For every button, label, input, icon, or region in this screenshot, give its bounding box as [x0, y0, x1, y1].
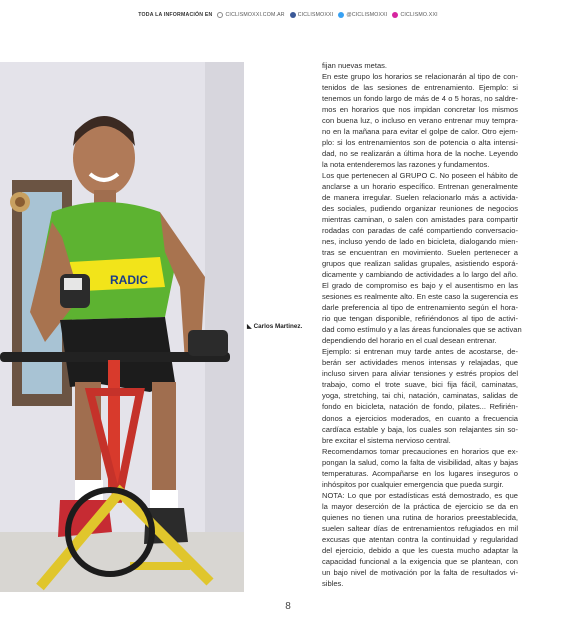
body-line: cardíaca estable y baja, los cuales son relajantes sin so- — [322, 424, 518, 434]
body-line: anclarse a un horario específico. Entrenan generalmente — [322, 182, 518, 192]
globe-icon — [217, 12, 223, 18]
body-line: trabajo, como el trote suave, bici fija fácil, caminatas, — [322, 380, 518, 390]
header-website-text: CICLISMOXXI.COM.AR — [225, 12, 285, 18]
header-instagram-text: CICLISMO.XXI — [400, 12, 438, 18]
body-line: del ejercicio, debido a que les cuesta mucho adaptar la — [322, 545, 518, 555]
body-line: incluso sirven para aliviar tensiones y estrés propios del — [322, 369, 518, 379]
header-twitter-text: @CICLISMOXXI — [346, 12, 388, 18]
body-line: la nota entenderemos las razones y fundamentos. — [322, 160, 490, 170]
body-line: des sociales, pudiendo organizar reuniones de negocios — [322, 204, 518, 214]
caption-arrow-icon: ◣ — [247, 323, 252, 330]
instagram-icon — [392, 12, 398, 18]
body-line: la mayor deserción de la práctica de ejercicio se da en — [322, 501, 518, 511]
page-number: 8 — [285, 601, 291, 612]
body-line: berán ser actividades menos intensas y relajadas, que — [322, 358, 518, 368]
body-line: bre excitar el sistema nervioso central. — [322, 435, 451, 445]
body-line: fondo en bicicleta, natación de fondo, pilates... Refirién- — [322, 402, 518, 412]
header-website[interactable] — [217, 12, 284, 18]
header-lead: TODA LA INFORMACIÓN EN — [138, 12, 213, 18]
jersey-text: RADIC — [110, 273, 148, 287]
body-line: dependiendo del horario en el cual desean entrenar. — [322, 336, 497, 346]
cyclist-photo — [0, 62, 244, 592]
body-line: mos en horarios que nos impidan concretar los mismos — [322, 105, 518, 115]
body-line: En este grupo los horarios se relacionarán al tipo de con- — [322, 72, 518, 82]
body-line: un bajo nivel de motivación por la falta de resultados vi- — [322, 567, 518, 577]
body-line: dicamente y cambiando de actividades a lo largo del año. — [322, 270, 518, 280]
body-line: sibles. — [322, 578, 344, 588]
body-line: no en la mañana para evitar el golpe de calor. Otro ejem- — [322, 127, 518, 137]
body-line: suelen saltear días de entrenamientos refugiados en mil — [322, 523, 518, 533]
body-line: grupos que realizan salidas grupales, asistiendo esporá- — [322, 259, 518, 269]
article-body — [322, 60, 522, 589]
body-line: dad como estímulo y a las áreas funcionales que se activan — [322, 325, 522, 335]
body-line: tras se encuentran en movimiento. Suelen pertenecer a — [322, 248, 518, 258]
body-line: inhóspitos por cualquier emergencia que pueda surgir. — [322, 479, 504, 489]
body-line: Recomendamos tomar precauciones en horarios que ex- — [322, 446, 518, 456]
photo-caption — [247, 323, 302, 330]
body-line: yoga, stretching, tai chi, natación, caminatas, salidas de — [322, 391, 518, 401]
body-line: rio que tengan disponible, refiriéndonos al tipo de activi- — [322, 314, 518, 324]
header-facebook-text: CICLISMOXXI — [297, 12, 334, 18]
body-line: tenemos un fondo largo de más de 4 o 5 horas, no saldre- — [322, 94, 518, 104]
body-line: pongan la salud, como la falta de visibilidad, altas y bajas — [322, 457, 518, 467]
twitter-icon — [338, 12, 344, 18]
body-line: nes, incluso yendo de lado en bicicleta, dialogando mien- — [322, 237, 518, 247]
body-line: fijan nuevas metas. — [322, 61, 388, 70]
body-line: Los que pertenecen al GRUPO C. No poseen el hábito de — [322, 171, 518, 181]
body-line: dad, no se realizarán a última hora de la noche. Leyendo — [322, 149, 518, 159]
body-line: mientras caminan, o salen con amistades para compartir — [322, 215, 518, 225]
body-line: NOTA: Lo que por estadísticas está demostrado, es que — [322, 490, 518, 500]
body-line: temperaturas. Acompañarse en los lugares inseguros o — [322, 468, 518, 478]
body-line: excusas que atentan contra la continuidad y regularidad — [322, 534, 518, 544]
cyclist-illustration — [0, 62, 244, 592]
body-line: de manera irregular. Suelen relacionarlo más a activida- — [322, 193, 518, 203]
body-line: tenidos de las sesiones de entrenamiento. Ejemplo: si — [322, 83, 518, 93]
body-line: con buena luz, o incluso en verano entrenar muy tempra- — [322, 116, 518, 126]
body-line: rodadas con paradas de café compartiendo conversacio- — [322, 226, 518, 236]
body-line: capacidad funcional a la exigencia que se plantean, con — [322, 556, 518, 566]
header-twitter[interactable] — [338, 12, 387, 18]
body-line: donos a ejercicios moderados, en cuanto a frecuencia — [322, 413, 518, 423]
body-line: plo: si los entrenamientos son de potencia o alta intensi- — [322, 138, 518, 148]
body-line: El grado de compromiso es bajo y el ausentismo en las — [322, 281, 518, 291]
page-header — [0, 0, 576, 30]
body-line: darle preferencia al tipo de entrenamiento según el hora- — [322, 303, 518, 313]
header-instagram[interactable] — [392, 12, 437, 18]
body-line: quienes no tienen una rutina de horarios preestablecida, — [322, 512, 518, 522]
facebook-icon — [290, 12, 296, 18]
header-facebook[interactable] — [290, 12, 334, 18]
photo-caption-text: Carlos Martinez. — [253, 323, 303, 330]
body-line: Ejemplo: si entrenan muy tarde antes de acostarse, de- — [322, 347, 518, 357]
body-line: sesiones es realmente alto. En este caso la sugerencia es — [322, 292, 518, 302]
